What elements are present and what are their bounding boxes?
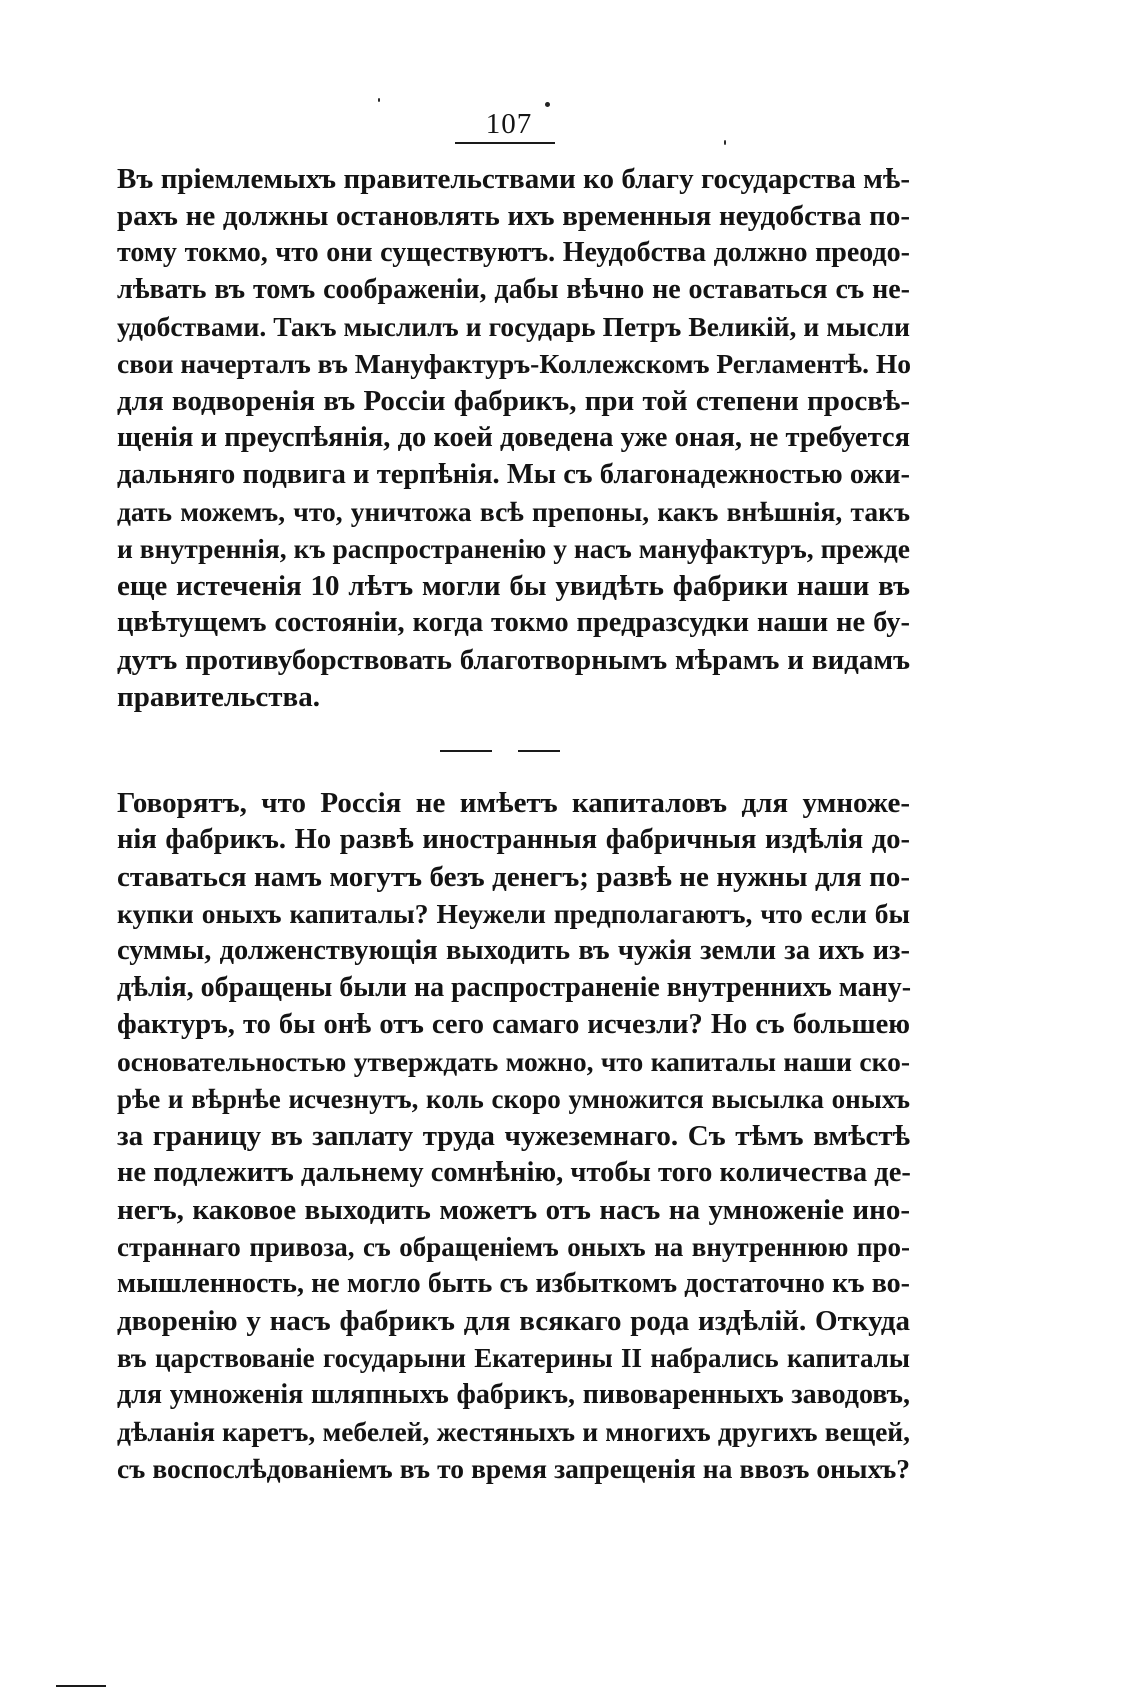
text-line: основательностью утверждать можно, что капиталы наши ско- — [117, 1046, 910, 1077]
scan-speck — [378, 98, 380, 102]
text-line: дутъ противуборствовать благотворнымъ мѣрамъ и видамъ — [117, 644, 910, 676]
section-separator — [518, 750, 560, 752]
text-line: еще истеченія 10 лѣтъ могли бы увидѣть фабрики наши въ — [117, 570, 910, 602]
text-line: лѣвать въ томъ соображеніи, дабы вѣчно не оставаться съ не- — [117, 274, 910, 305]
text-line: суммы, долженствующія выходить въ чужія земли за ихъ из- — [117, 935, 910, 966]
text-line: негъ, каковое выходить можетъ отъ насъ на умноженіе ино- — [117, 1194, 910, 1226]
text-line: нія фабрикъ. Но развѣ иностранныя фабричныя издѣлія до- — [117, 824, 910, 855]
text-line: рахъ не должны остановлять ихъ временныя неудобства по- — [117, 200, 910, 232]
text-line: правительства. — [117, 681, 320, 713]
text-line: дворенію у насъ фабрикъ для всякаго рода издѣлій. Откуда — [117, 1305, 910, 1337]
text-line: для умноженія шляпныхъ фабрикъ, пивоваренныхъ заводовъ, — [117, 1379, 910, 1410]
text-line: съ воспослѣдованіемъ въ то время запрещенія на ввозъ оныхъ? — [117, 1453, 910, 1484]
text-line: рѣе и вѣрнѣе исчезнутъ, коль скоро умножится высылка оныхъ — [117, 1084, 910, 1114]
text-line: фактуръ, то бы онѣ отъ сего самаго исчезли? Но съ большею — [117, 1009, 910, 1040]
page-number-rule — [455, 142, 555, 144]
text-line: купки оныхъ капиталы? Неужели предполагаютъ, что если бы — [117, 898, 910, 929]
text-line: свои начерталъ въ Мануфактуръ-Коллежскомъ Регламентѣ. Но — [117, 348, 911, 379]
text-line: не подлежитъ дальнему сомнѣнію, чтобы того количества де- — [117, 1157, 911, 1188]
text-line: Говорятъ, что Россія не имѣетъ капиталовъ для умноже- — [117, 787, 910, 819]
section-separator — [440, 750, 492, 752]
page-number: 107 — [485, 108, 533, 140]
text-line: ставаться намъ могутъ безъ денегъ; развѣ не нужны для по- — [117, 861, 910, 893]
text-line: дѣланія каретъ, мебелей, жестяныхъ и многихъ другихъ вещей, — [117, 1416, 910, 1447]
text-line: дѣлія, обращены были на распространеніе внутреннихъ ману- — [117, 972, 912, 1003]
text-line: цвѣтущемъ состояніи, когда токмо предразсудки наши не бу- — [117, 607, 910, 638]
text-line: Въ пріемлемыхъ правительствами ко благу государства мѣ- — [117, 163, 910, 195]
scan-speck — [545, 102, 550, 107]
text-line: удобствами. Такъ мыслилъ и государь Петръ Великій, и мысли — [117, 311, 910, 342]
text-line: въ царствованіе государыни Екатерины II набрались капиталы — [117, 1343, 910, 1373]
text-line: дальняго подвига и терпѣнія. Мы съ благонадежностью ожи- — [117, 459, 910, 490]
text-line: тому токмо, что они существуютъ. Неудобства должно преодо- — [117, 237, 910, 268]
text-line: дать можемъ, что, уничтожа всѣ препоны, какъ внѣшнія, такъ — [117, 496, 910, 527]
text-line: для водворенія въ Россіи фабрикъ, при той степени просвѣ- — [117, 385, 910, 417]
text-line: мышленность, не могло быть съ избыткомъ достаточно къ во- — [117, 1268, 910, 1299]
text-line: страннаго привоза, съ обращеніемъ оныхъ на внутреннюю про- — [117, 1232, 910, 1262]
scan-speck — [724, 140, 726, 145]
footnote-rule — [56, 1685, 106, 1687]
text-line: и внутреннія, къ распространенію у насъ мануфактуръ, прежде — [117, 533, 910, 564]
text-line: за границу въ заплату труда чужеземнаго. Съ тѣмъ вмѣстѣ — [117, 1120, 910, 1152]
text-line: щенія и преуспѣянія, до коей доведена уже оная, не требуется — [117, 422, 910, 453]
